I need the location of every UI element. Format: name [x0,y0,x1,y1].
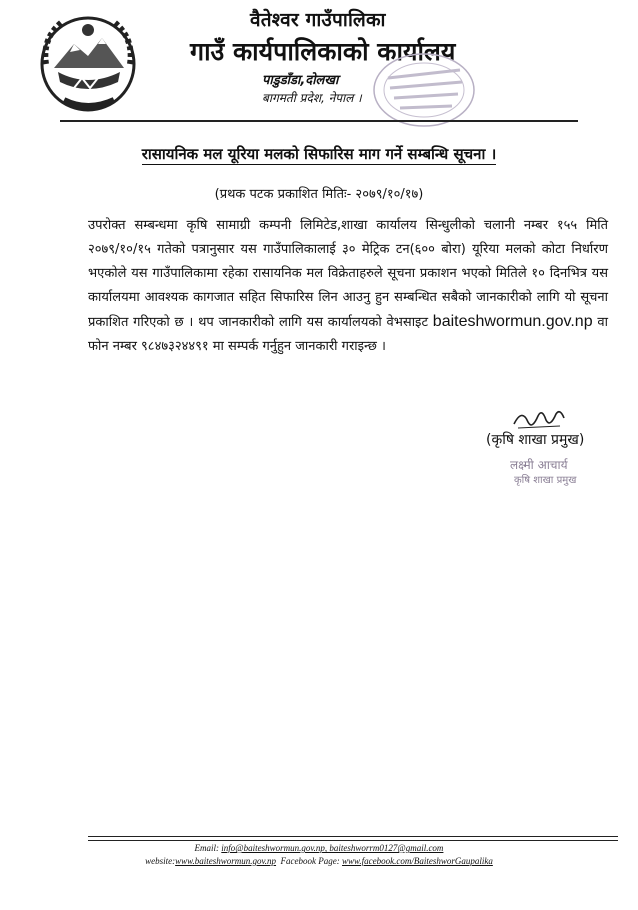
office-name: गाउँ कार्यपालिकाको कार्यालय [190,37,456,66]
municipality-name: वैतेश्वर गाउँपालिका [250,9,386,31]
facebook-label: Facebook Page: [280,856,340,866]
notice-subject: रासायनिक मल यूरिया मलको सिफारिस माग गर्ने सम्बन्धि सूचना । [141,145,497,163]
email-label: Email: [194,843,220,853]
office-location: पाडुडाँडा,दोलखा [262,73,339,88]
footer-divider-secondary [88,840,618,841]
footer-web-line [0,856,638,866]
body-text-intro: उपरोक्त सम्बन्धमा कृषि सामाग्री कम्पनी लिमिटेड,शाखा कार्यालय सिन्धुलीको चलानी नम्बर १५५ मिति २०७९/१०/१५ गतेको पत्रानुसार यस गाउँपालिकालाई ३० मेट्रिक टन(६०० बोरा) यूरिया मलको कोटा निर्धारण भएकोले यस गाउँपालिकामा रहेका रासायनिक मल विक्रेताहरुले सूचना प्रकाशन भएको मितिले १० दिनभित्र यस कार्यालयमा आवश्यक कागजात सहित सिफारिस लिन आउनु हुन सम्बन्धित सबैको जानकारीको लागि यो सूचना प्रकाशित गरिएको छ । थप जानकारीको लागि यस कार्यालयको वेभसाइट [88,218,608,330]
website-link[interactable]: www.baiteshwormun.gov.np [175,856,277,866]
facebook-link[interactable]: www.facebook.com/BaiteshworGaupalika [342,856,493,866]
signatory-role: (कृषि शाखा प्रमुख) [486,432,585,448]
footer-email-line [0,843,638,853]
signatory-name: लक्ष्मी आचार्य [510,458,568,472]
email-link[interactable]: info@baiteshwormun.gov.np, baiteshworrm0127@gmail.com [221,843,444,853]
website-label: website: [145,856,176,866]
publication-date: (प्रथक पटक प्रकाशित मितिः- २०७९/१०/१७) [214,187,424,202]
nepal-emblem-logo [34,8,142,118]
signatory-title: कृषि शाखा प्रमुख [514,475,577,486]
body-text-contact: वा फोन नम्बर ९८४७३२४४९१ मा सम्पर्क गर्नुहुन जानकारी गराइन्छ । [88,315,608,354]
footer-divider [88,836,618,837]
office-province: बागमती प्रदेश, नेपाल । [262,91,362,105]
website-text: baiteshwormun.gov.np [432,313,593,330]
notice-body [88,214,608,359]
header-divider [60,120,578,122]
